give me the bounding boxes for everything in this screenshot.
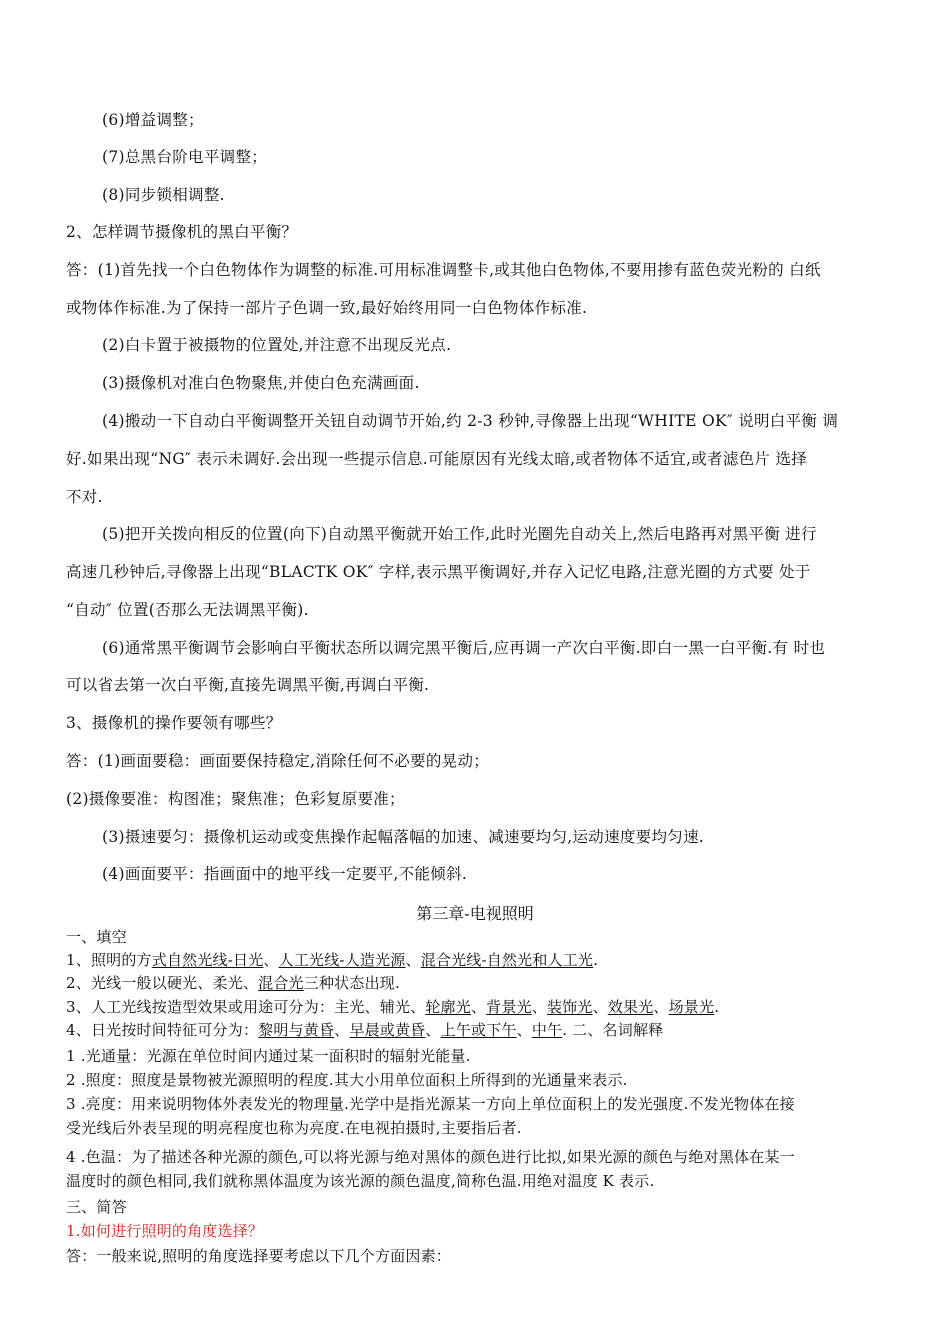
step-6-gain: (6)增益调整； [102, 111, 204, 129]
q3-answer-1: 轮廓光 [425, 998, 471, 1016]
answer-2-step-4-line-2: 好.如果出现“NG″ 表示未调好.会出现一些提示信息.可能原因有光线太暗,或者物体不适宜,或者滤色片 选择 [66, 450, 808, 468]
definition-illuminance: 2 .照度：照度是景物被光源照明的程度.其大小用单位面积上所得到的光通量来表示. [66, 1071, 628, 1089]
fill-blank-q3 [66, 996, 719, 1017]
q3-end: . [714, 998, 720, 1016]
definition-color-temp-line-1: 4 .色温：为了描述各种光源的颜色,可以将光源与绝对黑体的颜色进行比拟,如果光源的颜色与绝对黑体在某一 [66, 1148, 795, 1166]
q1-separator-1: 、 [263, 951, 279, 969]
fill-blank-q2 [66, 972, 400, 993]
definition-luminous-flux: 1 .光通量：光源在单位时间内通过某一面积时的辐射光能量. [66, 1047, 471, 1065]
answer-2-line-2: 或物体作标准.为了保持一部片子色调一致,最好始终用同一白色物体作标准. [66, 299, 588, 317]
short-answer-heading: 三、简答 [66, 1198, 127, 1216]
answer-3-item-1: 答：(1)画面要稳：画面要保持稳定,消除任何不必要的晃动； [66, 752, 490, 770]
q3-sep: 、 [470, 998, 487, 1016]
q1-answer-3: 混合光线-自然光和人工光 [420, 951, 594, 969]
q1-separator-2: 、 [405, 951, 421, 969]
q3-sep: 、 [531, 998, 547, 1016]
q4-sep: 、 [516, 1021, 532, 1039]
answer-3-item-4: (4)画面要平：指画面中的地平线一定要平,不能倾斜. [102, 865, 468, 883]
q3-answer-5: 场景光 [668, 998, 715, 1016]
q4-answer-3: 上午或下午 [440, 1021, 517, 1039]
definition-color-temp-line-2: 温度时的颜色相同,我们就称黑体温度为该光源的颜色温度,简称色温.用绝对温度 K 表示. [66, 1172, 655, 1190]
q2-suffix: 三种状态出现. [303, 974, 400, 992]
short-answer-q1: 1.如何进行照明的角度选择？ [66, 1222, 264, 1240]
q1-end: . [593, 951, 599, 969]
q1-answer-1: 式自然光线-日光 [151, 951, 264, 969]
answer-2-step-3: (3)摄像机对准白色物聚焦,并使白色充满画面. [102, 374, 420, 392]
answer-3-item-3: (3)摄速要匀：摄像机运动或变焦操作起幅落幅的加速、减速要均匀,运动速度要均匀速. [102, 828, 705, 846]
answer-2-step-6-line-2: 可以省去第一次白平衡,直接先调黑平衡,再调白平衡. [66, 676, 430, 694]
fill-blank-q1 [66, 949, 598, 970]
q1-prefix: 1、照明的方 [66, 951, 152, 969]
answer-3-item-2: (2)摄像要准：构图准；聚焦准；色彩复原要准； [66, 790, 405, 808]
q3-sep: 、 [592, 998, 608, 1016]
q4-answer-4: 中午 [531, 1021, 563, 1039]
q4-prefix: 4、日光按时间特征可分为： [66, 1021, 259, 1039]
answer-2-step-6-line-1: (6)通常黑平衡调节会影响白平衡状态所以调完黑平衡后,应再调一产次白平衡.即白一黑一白平衡.有 时也 [102, 639, 826, 657]
answer-2-step-5-line-3: “自动″ 位置(否那么无法调黑平衡). [66, 601, 309, 619]
answer-2-step-4-line-1: (4)搬动一下自动白平衡调整开关钮自动调节开始,约 2-3 秒钟,寻像器上出现“WHITE OK″ 说明白平衡 调 [102, 412, 839, 430]
q3-answer-2: 背景光 [486, 998, 532, 1016]
chapter-title: 第三章-电视照明 [416, 904, 534, 923]
q2-prefix: 2、光线一般以硬光、柔光、 [66, 974, 259, 992]
q4-answer-2: 早晨或黄昏 [349, 1021, 426, 1039]
q4-sep: 、 [334, 1021, 350, 1039]
q4-end-and-section-2-heading: . 二、名词解释 [562, 1021, 664, 1039]
q2-answer-1: 混合光 [258, 974, 304, 992]
definition-luminance-line-1: 3 .亮度：用来说明物体外表发光的物理量.光学中是指光源某一方向上单位面积上的发光强度.不发光物体在接 [66, 1095, 795, 1113]
q1-answer-2: 人工光线-人造光源 [278, 951, 406, 969]
definition-luminance-line-2: 受光线后外表呈现的明亮程度也称为亮度.在电视拍摄时,主要指后者. [66, 1119, 522, 1137]
q3-answer-4: 效果光 [607, 998, 654, 1016]
q3-sep: 、 [653, 998, 669, 1016]
q4-answer-1: 黎明与黄昏 [258, 1021, 335, 1039]
q3-answer-3: 装饰光 [546, 998, 593, 1016]
answer-2-step-2: (2)白卡置于被摄物的位置处,并注意不出现反光点. [102, 336, 452, 354]
answer-2-line-1: 答：(1)首先找一个白色物体作为调整的标准.可用标准调整卡,或其他白色物体,不要用掺有蓝色荧光粉的 白纸 [66, 261, 821, 279]
question-3: 3、摄像机的操作要领有哪些？ [66, 714, 282, 732]
question-2: 2、怎样调节摄像机的黑白平衡？ [66, 223, 298, 241]
fill-blank-heading: 一、填空 [66, 928, 127, 946]
q4-sep: 、 [425, 1021, 441, 1039]
answer-2-step-4-line-3: 不对. [66, 488, 103, 506]
answer-2-step-5-line-1: (5)把开关拨向相反的位置(向下)自动黑平衡就开始工作,此时光圈先自动关上,然后电路再对黑平衡 进行 [102, 525, 817, 543]
q3-prefix: 3、人工光线按造型效果或用途可分为：主光、辅光、 [66, 998, 426, 1016]
step-7-black-level: (7)总黑台阶电平调整； [102, 148, 268, 166]
answer-2-step-5-line-2: 高速几秒钟后,寻像器上出现“BLACTK OK″ 字样,表示黑平衡调好,并存入记忆电路,注意光圈的方式要 处于 [66, 563, 811, 581]
step-8-genlock: (8)同步锁相调整. [102, 186, 225, 204]
fill-blank-q4 [66, 1019, 663, 1040]
short-answer-a1: 答：一般来说,照明的角度选择要考虑以下几个方面因素： [66, 1247, 451, 1265]
